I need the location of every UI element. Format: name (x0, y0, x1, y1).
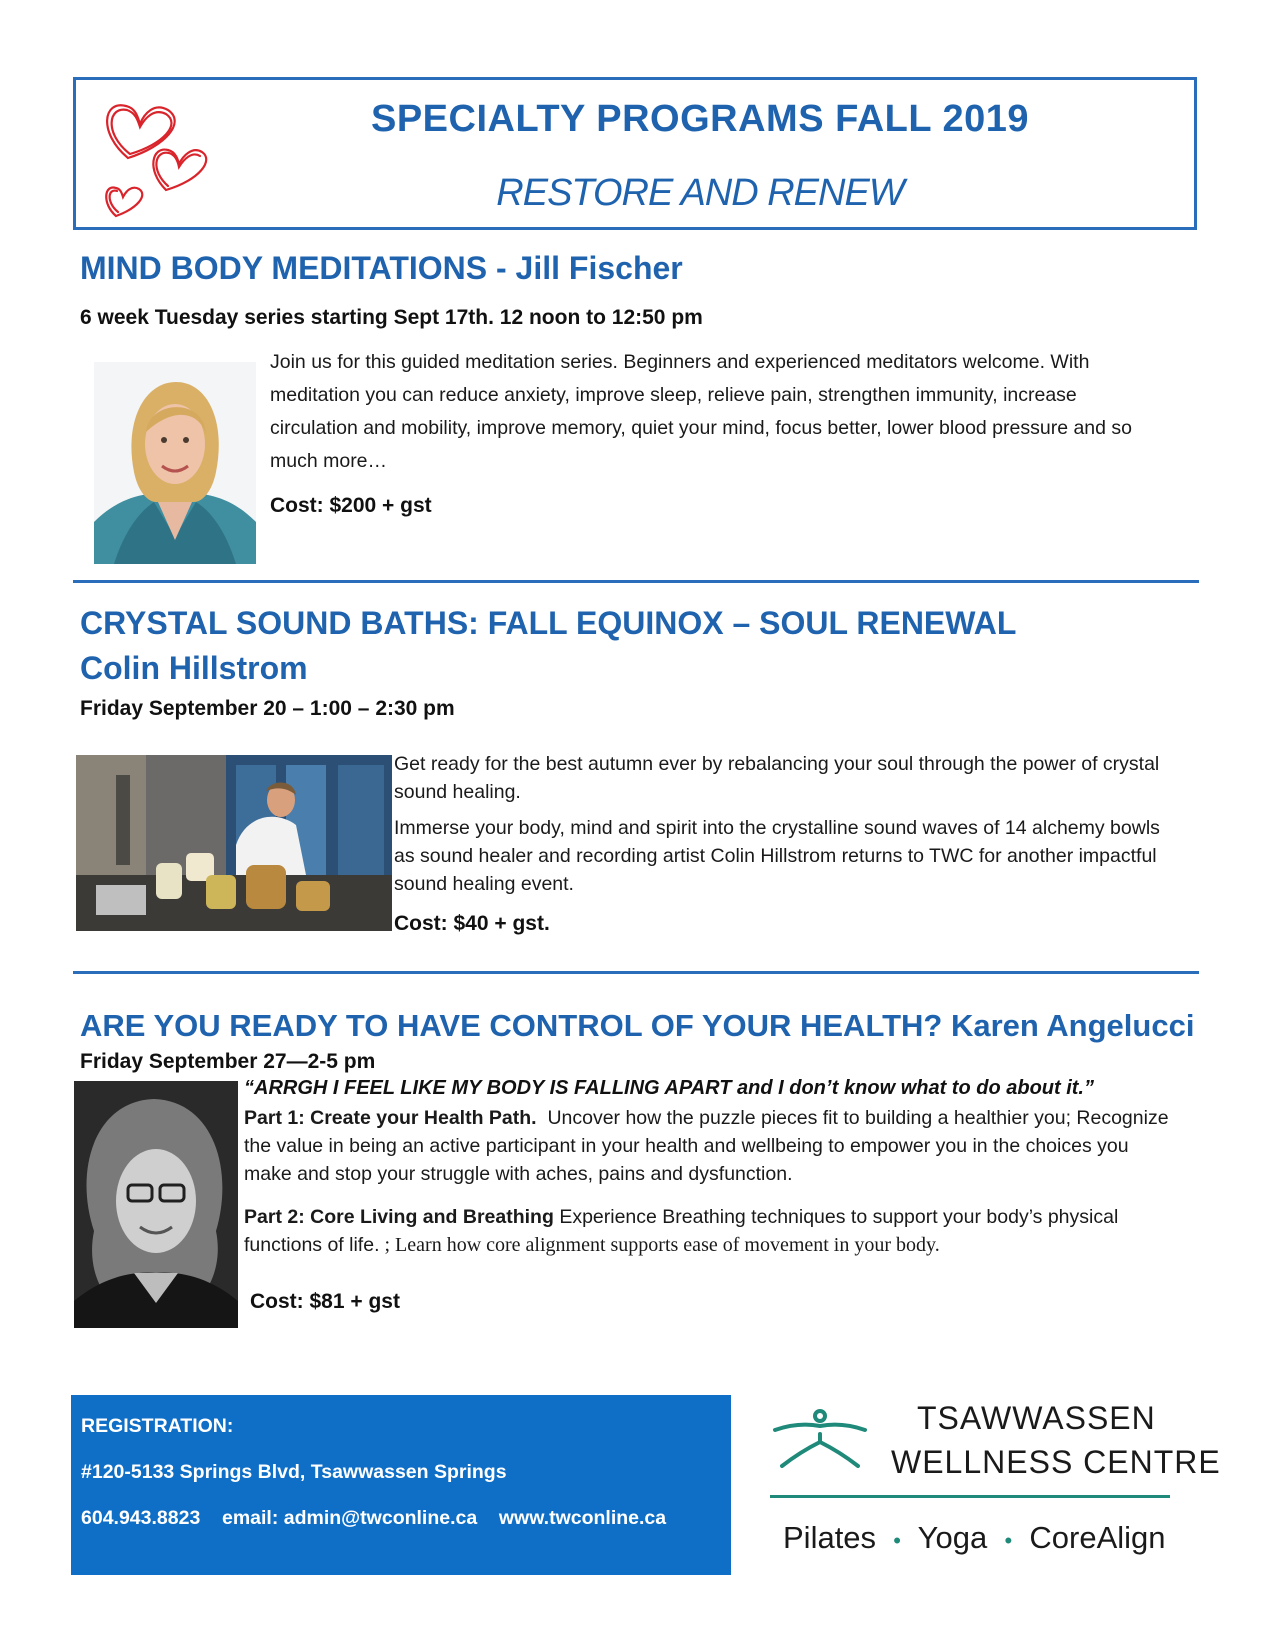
logo-line2: WELLNESS CENTRE (891, 1444, 1221, 1480)
phone-number[interactable]: 604.943.8823 (81, 1507, 201, 1529)
logo-underline (770, 1495, 1170, 1498)
part2-label: Part 2: Core Living and Breathing (244, 1206, 554, 1228)
part2-text: Experience Breathing techniques to support your body’s physical functions of life. (244, 1206, 1119, 1256)
registration-box (71, 1395, 731, 1575)
part2-text-serif: ; Learn how core alignment supports ease of movement in your body. (379, 1234, 940, 1256)
logo-line1: TSAWWASSEN (917, 1400, 1156, 1436)
tag-yoga: Yoga (917, 1520, 988, 1555)
section3-part2 (244, 1203, 1179, 1259)
part1-text: Uncover how the puzzle pieces fit to building a healthier you; Recognize the value in being an active participant in your health and wellbeing to empower you in the choices you make and stop your struggle with aches, pains and dysfunction. (244, 1107, 1169, 1185)
section3-part1 (244, 1104, 1179, 1188)
page-subtitle: RESTORE AND RENEW (496, 172, 904, 214)
section2-paragraph1: Get ready for the best autumn ever by rebalancing your soul through the power of crystal sound healing. (394, 753, 1160, 803)
separator-dot: • (893, 1528, 901, 1553)
divider (73, 971, 1199, 974)
registration-contact (81, 1507, 666, 1530)
section3-quote: “ARRGH I FEEL LIKE MY BODY IS FALLING APART and I don’t know what to do about it.” (244, 1077, 1094, 1099)
section2-presenter: Colin Hillstrom (80, 650, 308, 686)
website-link[interactable]: www.twconline.ca (498, 1507, 667, 1529)
logo-tagline (783, 1520, 1166, 1556)
section1-schedule: 6 week Tuesday series starting Sept 17th. 12 noon to 12:50 pm (80, 306, 703, 329)
section2-cost: Cost: $40 + gst. (394, 912, 550, 935)
section3-schedule: Friday September 27—2-5 pm (80, 1050, 376, 1073)
page-title: SPECIALTY PROGRAMS FALL 2019 (370, 98, 1030, 140)
section1-title: MIND BODY MEDITATIONS - Jill Fischer (80, 250, 683, 286)
yoga-figure-icon (770, 1408, 870, 1472)
registration-heading: REGISTRATION: (81, 1415, 234, 1437)
tag-corealign: CoreAlign (1029, 1520, 1166, 1555)
tsawwassen-logo (765, 1400, 1221, 1580)
section3-cost: Cost: $81 + gst (250, 1290, 400, 1313)
section2-title: CRYSTAL SOUND BATHS: FALL EQUINOX – SOUL RENEWAL (80, 605, 1017, 641)
karen-angelucci-photo (74, 1081, 238, 1328)
divider (73, 580, 1199, 583)
section1-cost: Cost: $200 + gst (270, 494, 432, 517)
section2-paragraph2: Immerse your body, mind and spirit into the crystalline sound waves of 14 alchemy bowls as sound healer and recording artist Colin Hillstrom returns to TWC for another impactful sound healing event. (394, 817, 1160, 895)
part1-label: Part 1: Create your Health Path. (244, 1107, 537, 1129)
tag-pilates: Pilates (783, 1520, 877, 1555)
sound-bath-photo (76, 755, 392, 931)
email-link[interactable]: email: admin@twconline.ca (221, 1507, 478, 1529)
section2-schedule: Friday September 20 – 1:00 – 2:30 pm (80, 697, 455, 720)
section1-description: Join us for this guided meditation series. Beginners and experienced meditators welcome. With meditation you can reduce anxiety, improve sleep, relieve pain, strengthen immunity, increase circulation and mobility, improve memory, quiet your mind, focus better, lower blood pressure and so much more… (270, 351, 1133, 472)
registration-address: #120-5133 Springs Blvd, Tsawwassen Springs (81, 1461, 507, 1483)
section3-title: ARE YOU READY TO HAVE CONTROL OF YOUR HEALTH? Karen Angelucci (80, 1008, 1195, 1043)
jill-fischer-photo (94, 362, 256, 564)
header-box (73, 77, 1197, 230)
separator-dot: • (1004, 1528, 1013, 1553)
